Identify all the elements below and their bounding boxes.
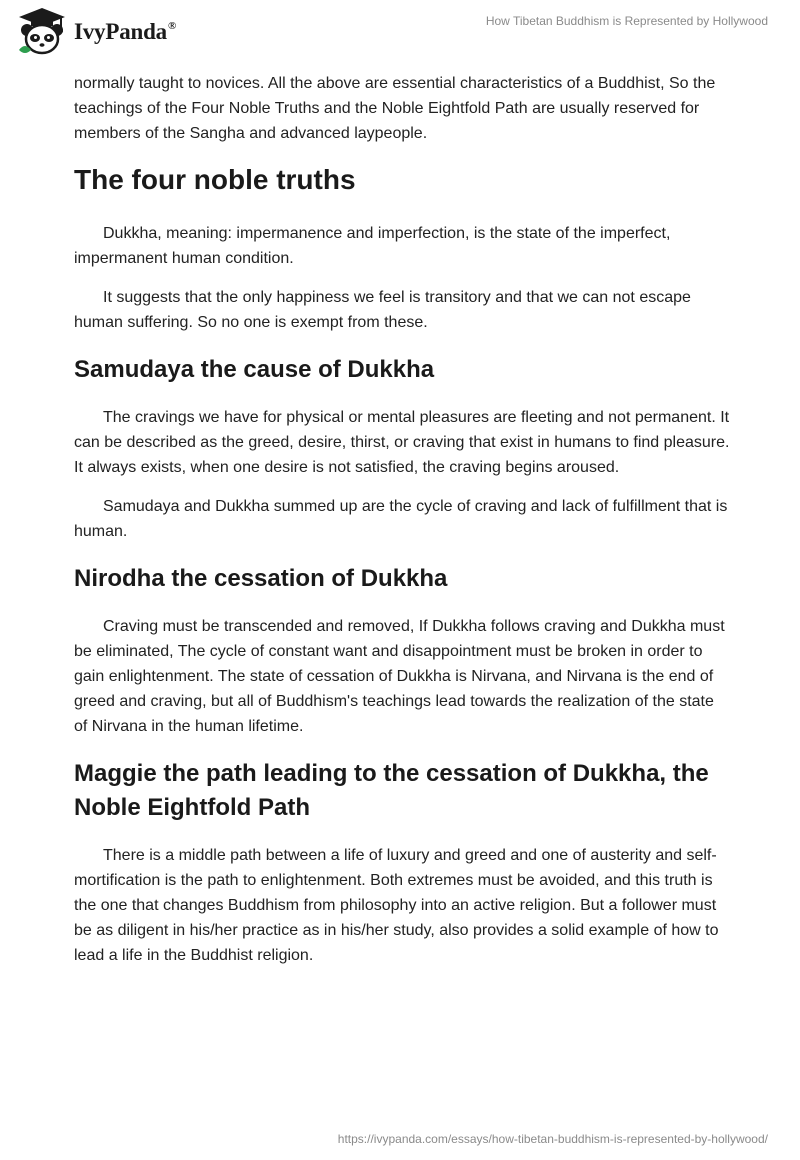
section-heading-four-noble-truths: The four noble truths	[74, 164, 356, 195]
paragraph: There is a middle path between a life of luxury and greed and one of austerity and self-mortification is the path to enlightenment. Both extremes must be avoided, and this truth is the one that changes Buddhism from philosophy into an active religion. But a follower must be as diligent in his/her practice as in his/her study, also provides a solid example of how to lead a life in the Buddhist religion.	[74, 847, 719, 964]
header	[0, 0, 800, 70]
section-heading-samudaya: Samudaya the cause of Dukkha	[74, 356, 435, 383]
document-title: How Tibetan Buddhism is Represented by Hollywood	[485, 14, 768, 28]
paragraph: It suggests that the only happiness we feel is transitory and that we can not escape human suffering. So no one is exempt from these.	[74, 289, 691, 331]
section-heading-maggie: Maggie the path leading to the cessation of Dukkha, the Noble Eightfold Path	[74, 760, 709, 821]
logo[interactable]	[15, 6, 176, 58]
paragraph: The cravings we have for physical or mental pleasures are fleeting and not permanent. It can be described as the greed, desire, thirst, or craving that exist in humans to find pleasure. It always exists, when one desire is not satisfied, the craving begins aroused.	[74, 409, 730, 476]
intro-paragraph: normally taught to novices. All the above are essential characteristics of a Buddhist, So the teachings of the Four Noble Truths and the Noble Eightfold Path are usually reserved for members of the Sangha and advanced laypeople.	[74, 75, 716, 142]
paragraph: Samudaya and Dukkha summed up are the cycle of craving and lack of fulfillment that is human.	[74, 498, 728, 540]
brand-name: IvyPanda®	[74, 19, 177, 44]
paragraph: Craving must be transcended and removed, If Dukkha follows craving and Dukkha must be eliminated, The cycle of constant want and disappointment must be broken in order to gain enlightenment. The state of cessation of Dukkha is Nirvana, and Nirvana is the end of greed and craving, but all of Buddhism's teachings lead towards the realization of the state of Nirvana in the human lifetime.	[74, 618, 725, 735]
article-body	[74, 71, 730, 982]
paragraph: Dukkha, meaning: impermanence and imperfection, is the state of the imperfect, impermanent human condition.	[74, 225, 671, 267]
panda-logo-icon	[15, 6, 69, 58]
source-url-link[interactable]: https://ivypanda.com/essays/how-tibetan-buddhism-is-represented-by-hollywood/	[337, 1132, 768, 1146]
section-heading-nirodha: Nirodha the cessation of Dukkha	[74, 565, 448, 592]
